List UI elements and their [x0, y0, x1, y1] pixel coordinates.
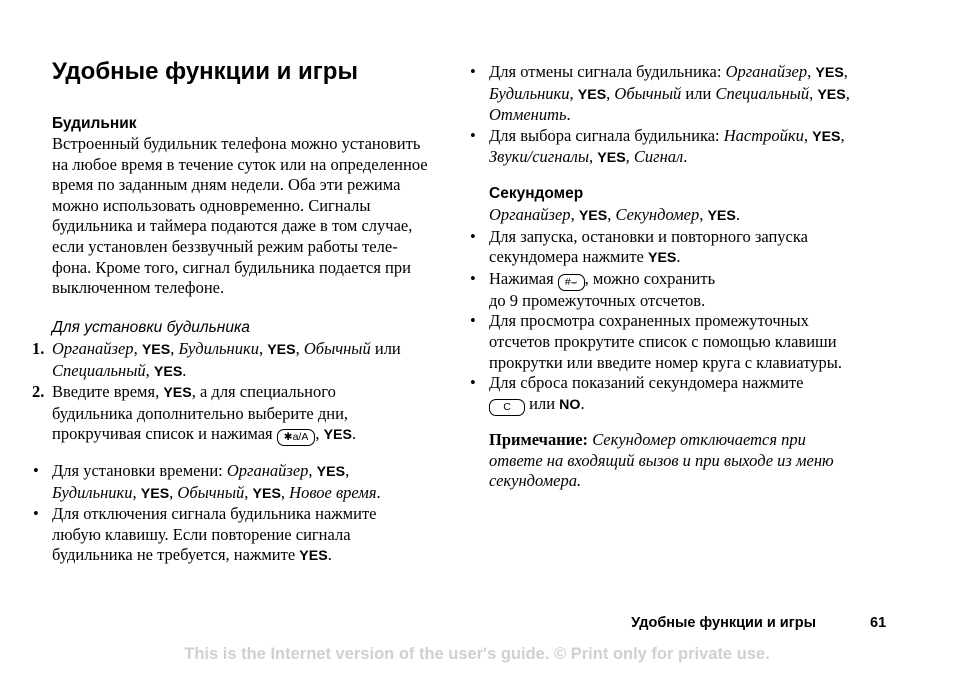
intro-line: выключенном телефоне. [52, 278, 225, 298]
stopwatch-note: Примечание: Секундомер отключается при ответе на входящий вызов и при выходе из меню секундомера. [489, 430, 834, 491]
page-number: 61 [870, 615, 887, 631]
stopwatch-path: Органайзер, YES, Секундомер, YES. [489, 205, 740, 224]
step-number: 1. [32, 339, 45, 358]
footer-section-title: Удобные функции и игры [631, 615, 816, 631]
step-1: 1. Органайзер, YES, Будильники, YES, Обычный или Специальный, YES. [32, 339, 401, 380]
intro-line: на любое время в течение суток или на определенное [52, 154, 428, 174]
page-title: Удобные функции и игры [52, 58, 358, 85]
clear-key-icon: C [489, 399, 525, 416]
intro-line: если установлен беззвучный режим работы теле- [52, 236, 398, 256]
stopwatch-heading: Секундомер [489, 185, 584, 202]
stopwatch-content [470, 205, 894, 416]
alarm-intro [52, 134, 452, 299]
list-item: • Для сброса показаний секундомера нажмите C или NO. [470, 373, 894, 416]
list-item: • Для отмены сигнала будильника: Органайзер, YES, Будильники, YES, Обычный или Специальный, YES, Отменить. [470, 62, 850, 125]
intro-line: фона. Кроме того, сигнал будильника подается при [52, 257, 411, 277]
list-item: • Для установки времени: Органайзер, YES, Будильники, YES, Обычный, YES, Новое время. [33, 461, 381, 502]
list-item: • Нажимая #⌣ , можно сохранить до 9 промежуточных отсчетов. [470, 268, 716, 310]
alarm-steps [32, 339, 452, 446]
internet-version-notice: This is the Internet version of the user's guide. © Print only for private use. [184, 645, 770, 663]
alarm-subheading: Для установки будильника [52, 319, 250, 336]
alarm-heading: Будильник [52, 115, 137, 132]
step-2: 2. Введите время, YES, а для специального будильника дополнительно выберите дни, прокручивая список и нажимая ✱a/A , YES. [33, 382, 452, 446]
note-label: Примечание: [489, 430, 589, 449]
list-item: • Для выбора сигнала будильника: Настройки, YES, Звуки/сигналы, YES, Сигнал. [470, 125, 845, 167]
step-number: 2. [32, 382, 45, 402]
right-bullets [470, 62, 894, 169]
star-key-icon: ✱a/A [277, 429, 316, 446]
list-item: • Для отключения сигнала будильника нажмите любую клавишу. Если повторение сигнала будильника не требуется, нажмите YES. [33, 504, 377, 565]
intro-line: время по заданным дням недели. Оба эти режима [52, 175, 401, 195]
list-item: • Для запуска, остановки и повторного запуска секундомера нажмите YES. [470, 226, 808, 267]
intro-line: Встроенный будильник телефона можно установить [52, 134, 421, 153]
intro-line: будильника и таймера подаются даже в том случае, [52, 216, 413, 236]
alarm-bullets [33, 461, 452, 567]
hash-key-icon: #⌣ [558, 274, 585, 291]
list-item: • Для просмотра сохраненных промежуточных отсчетов прокрутите список с помощью клавиши прокрутки или введите номер круга с клавиатуры. [470, 311, 842, 372]
intro-line: можно использовать одновременно. Сигналы [52, 195, 371, 215]
